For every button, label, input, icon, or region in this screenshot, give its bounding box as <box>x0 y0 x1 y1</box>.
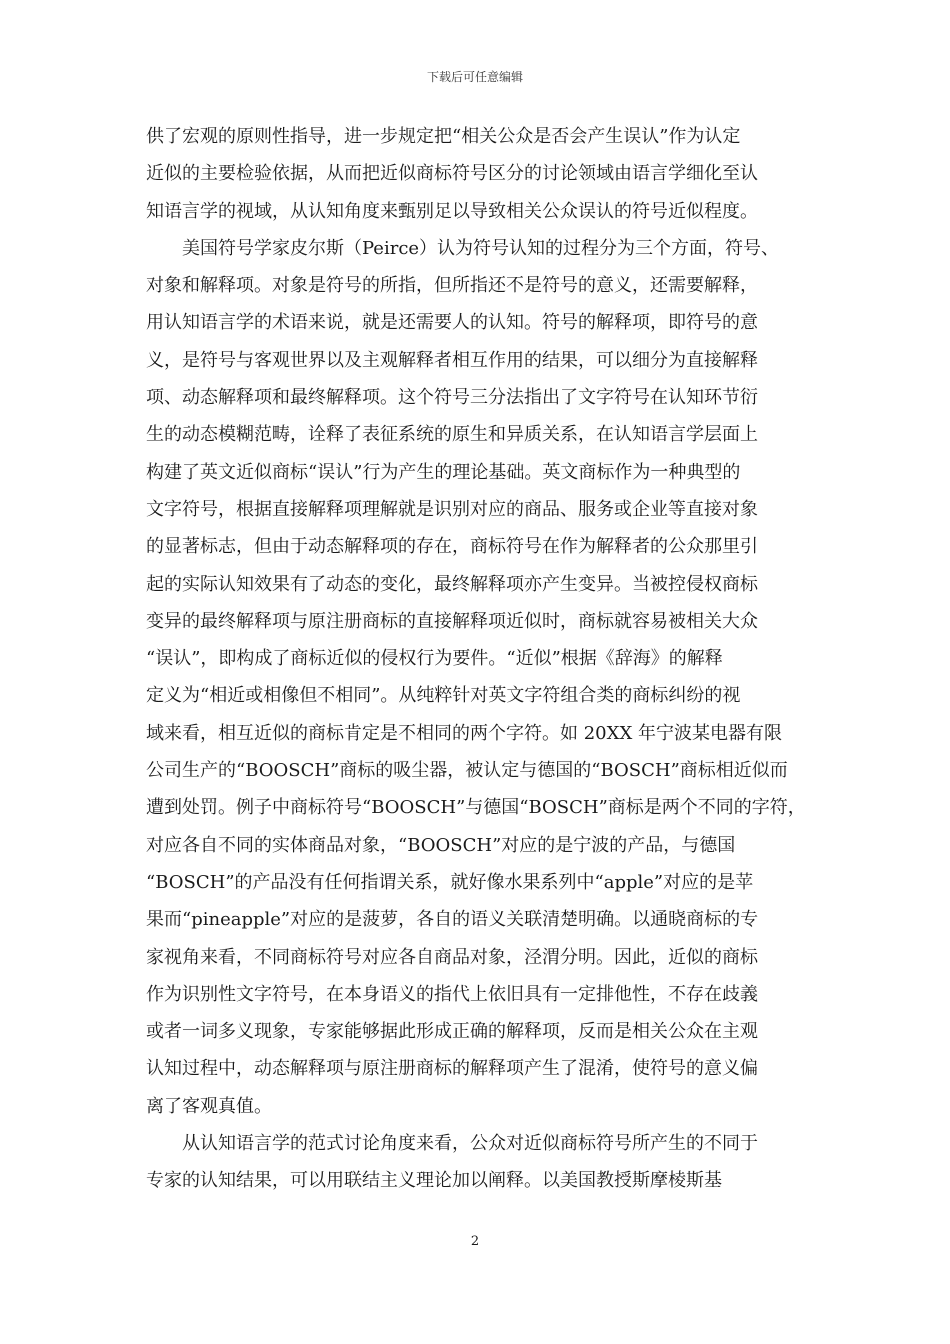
text-line: 或者一词多义现象，专家能够据此形成正确的解释项，反而是相关公众在主观 <box>146 1021 758 1043</box>
text-line: 起的实际认知效果有了动态的变化，最终解释项亦产生变异。当被控侵权商标 <box>146 573 758 595</box>
text-line: 项、动态解释项和最终解释项。这个符号三分法指出了文字符号在认知环节衍 <box>146 387 758 409</box>
text-line: 构建了英文近似商标“误认”行为产生的理论基础。英文商标作为一种典型的 <box>146 461 741 483</box>
text-line: 定义为“相近或相像但不相同”。从纯粹针对英文字符组合类的商标纠纷的视 <box>146 685 741 707</box>
text-line: 离了客观真值。 <box>146 1095 272 1117</box>
text-line: 文字符号，根据直接解释项理解就是识别对应的商品、服务或企业等直接对象 <box>146 498 758 520</box>
text-line: 认知过程中，动态解释项与原注册商标的解释项产生了混淆，使符号的意义偏 <box>146 1058 758 1080</box>
paragraph-first-line: 从认知语言学的范式讨论角度来看，公众对近似商标符号所产生的不同于 <box>182 1133 758 1155</box>
paragraph-first-line: 美国符号学家皮尔斯（Peirce）认为符号认知的过程分为三个方面，符号、 <box>182 237 780 259</box>
text-line: 果而“pineapple”对应的是菠萝，各自的语义关联清楚明确。以通晓商标的专 <box>146 909 759 931</box>
text-line: 作为识别性文字符号，在本身语义的指代上依旧具有一定排他性，不存在歧義 <box>146 983 758 1005</box>
text-line: 供了宏观的原则性指导，进一步规定把“相关公众是否会产生误认”作为认定 <box>146 126 741 147</box>
text-line: 公司生产的“BOOSCH”商标的吸尘器，被认定与德国的“BOSCH”商标相近似而 <box>146 760 788 782</box>
text-line: 遭到处罚。例子中商标符号“BOOSCH”与德国“BOSCH”商标是两个不同的字符， <box>146 797 806 819</box>
text-line: “BOSCH”的产品没有任何指谓关系，就好像水果系列中“apple”对应的是苹 <box>146 871 754 893</box>
text-line: 的显著标志，但由于动态解释项的存在，商标符号在作为解释者的公众那里引 <box>146 536 758 558</box>
text-line: 域来看，相互近似的商标肯定是不相同的两个字符。如 20XX 年宁波某电器有限 <box>146 722 782 744</box>
page-number: 2 <box>470 1234 480 1249</box>
text-line: 生的动态模糊范畴，诠释了表征系统的原生和异质关系，在认知语言学层面上 <box>146 424 758 446</box>
text-line: 近似的主要检验依据，从而把近似商标符号区分的讨论领域由语言学细化至认 <box>146 163 758 185</box>
text-line: 知语言学的视域，从认知角度来甄别足以导致相关公众误认的符号近似程度。 <box>146 200 758 222</box>
body-text <box>146 118 822 1200</box>
text-line: 对象和解释项。对象是符号的所指，但所指还不是符号的意义，还需要解释， <box>146 275 758 297</box>
page-header: 下载后可任意编辑 <box>426 70 523 84</box>
text-line: 专家的认知结果，可以用联结主义理论加以阐释。以美国教授斯摩棱斯基 <box>146 1170 722 1192</box>
text-line: 用认知语言学的术语来说，就是还需要人的认知。符号的解释项，即符号的意 <box>146 312 758 334</box>
text-line: “误认”，即构成了商标近似的侵权行为要件。“近似”根据《辞海》的解释 <box>146 648 723 670</box>
text-line: 义，是符号与客观世界以及主观解释者相互作用的结果，可以细分为直接解释 <box>146 349 758 371</box>
text-line: 对应各自不同的实体商品对象，“BOOSCH”对应的是宁波的产品，与德国 <box>146 834 736 856</box>
text-line: 变异的最终解释项与原注册商标的直接解释项近似时，商标就容易被相关大众 <box>146 610 758 632</box>
text-line: 家视角来看，不同商标符号对应各自商品对象，泾渭分明。因此，近似的商标 <box>146 946 758 968</box>
